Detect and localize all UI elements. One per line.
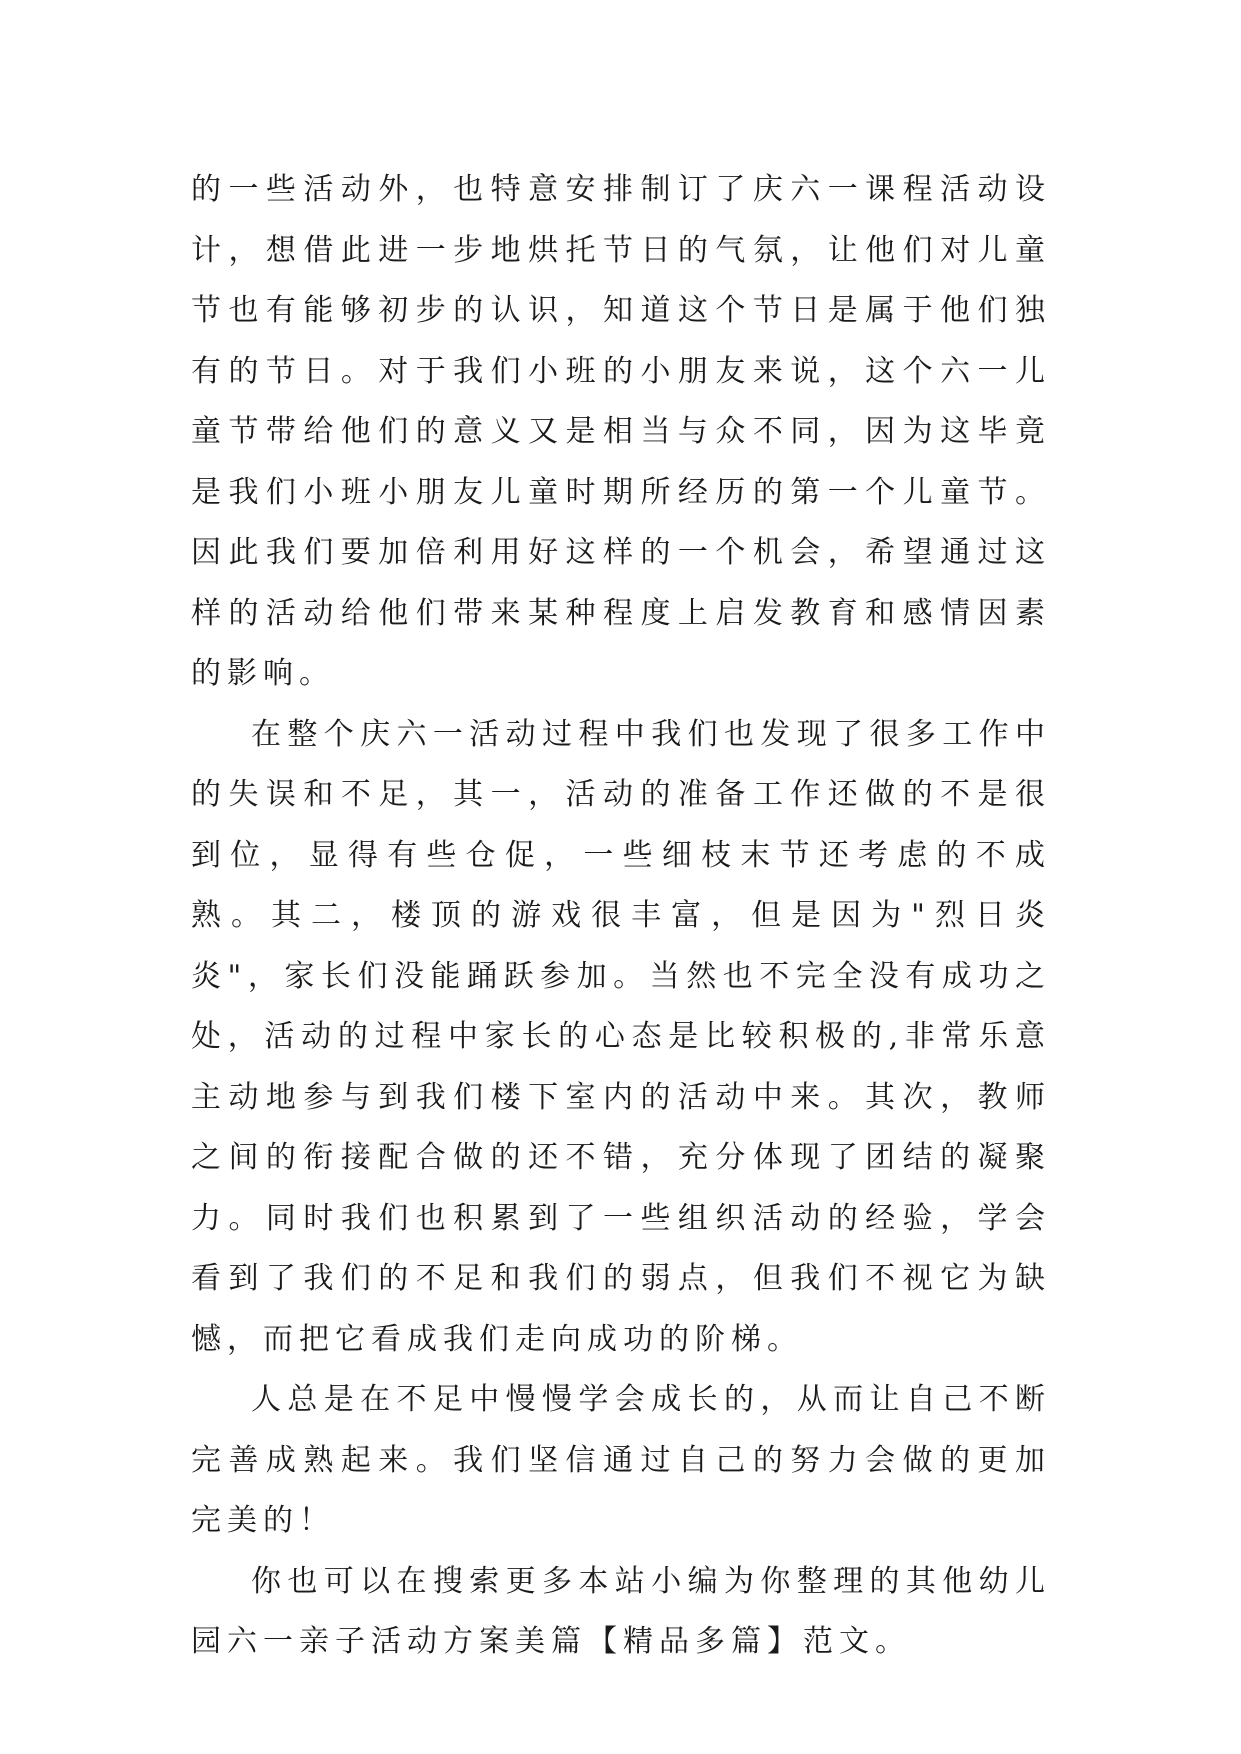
document-body <box>191 160 1051 1673</box>
paragraph-continuation: 的一些活动外，也特意安排制订了庆六一课程活动设计，想借此进一步地烘托节日的气氛，让他们对儿童节也有能够初步的认识，知道这个节日是属于他们独有的节日。对于我们小班的小朋友来说，这个六一儿童节带给他们的意义又是相当与众不同，因为这毕竟是我们小班小朋友儿童时期所经历的第一个儿童节。因此我们要加倍利用好这样的一个机会，希望通过这样的活动给他们带来某种程度上启发教育和感情因素的影响。 <box>191 172 1051 691</box>
paragraph-growth: 人总是在不足中慢慢学会成长的，从而让自己不断完善成熟起来。我们坚信通过自己的努力会做的更加完美的！ <box>191 1382 1051 1538</box>
paragraph-reflection: 在整个庆六一活动过程中我们也发现了很多工作中的失误和不足，其一，活动的准备工作还做的不是很到位，显得有些仓促，一些细枝末节还考虑的不成熟。其二，楼顶的游戏很丰富，但是因为"烈日炎炎"，家长们没能踊跃参加。当然也不完全没有成功之处，活动的过程中家长的心态是比较积极的,非常乐意主动地参与到我们楼下室内的活动中来。其次，教师之间的衔接配合做的还不错，充分体现了团结的凝聚力。同时我们也积累到了一些组织活动的经验，学会看到了我们的不足和我们的弱点，但我们不视它为缺憾，而把它看成我们走向成功的阶梯。 <box>191 716 1051 1357</box>
paragraph-more-articles: 你也可以在搜索更多本站小编为你整理的其他幼儿园六一亲子活动方案美篇【精品多篇】范文。 <box>191 1563 1051 1659</box>
